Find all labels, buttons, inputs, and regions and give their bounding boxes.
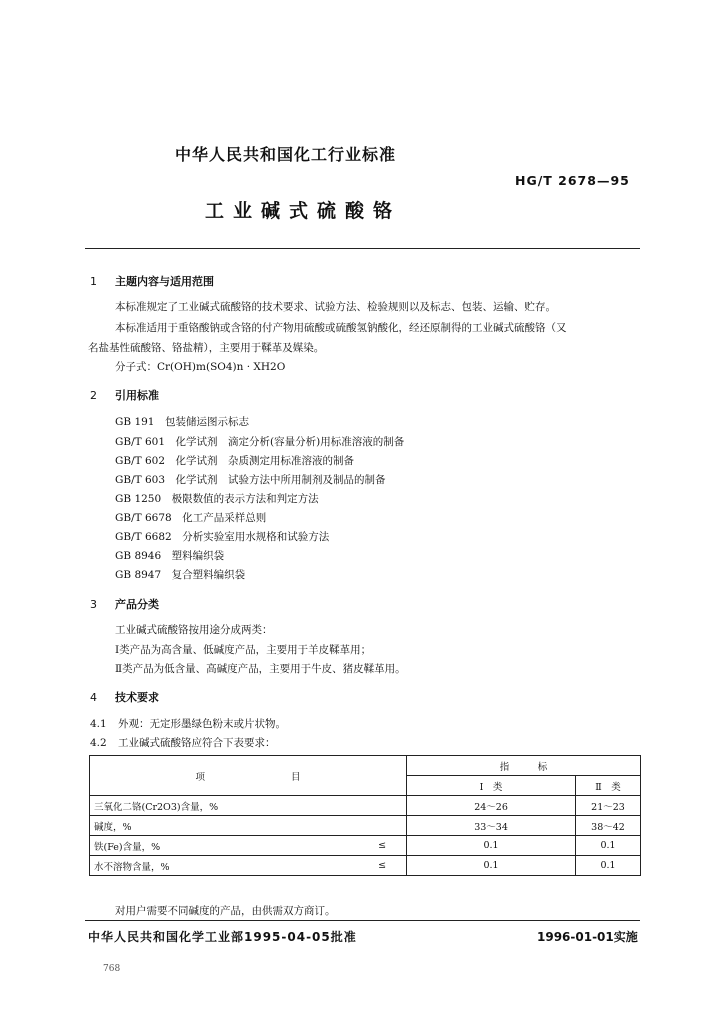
approval-line: 中华人民共和国化学工业部1995-04-05批准	[88, 930, 357, 944]
section-3-number: 3	[90, 598, 97, 611]
row-class-2-value: 21～23	[576, 796, 641, 816]
section-1-heading	[90, 273, 214, 289]
row-item: 水不溶物含量，%	[90, 856, 359, 876]
table-row	[90, 796, 641, 816]
row-item: 碱度，%	[90, 816, 359, 836]
clause-4-1-number: 4.1	[90, 718, 107, 730]
table-row	[90, 816, 641, 836]
clause-4-1	[90, 716, 286, 731]
row-class-1-value: 0.1	[407, 836, 576, 856]
section-1-title: 主题内容与适用范围	[115, 275, 214, 288]
row-class-1-value: 0.1	[407, 856, 576, 876]
section-4-heading	[90, 689, 159, 705]
section-1-paragraph-1: 本标准规定了工业碱式硫酸铬的技术要求、试验方法、检验规则以及标志、包装、运输、贮存。	[115, 301, 556, 313]
section-4-number: 4	[90, 691, 97, 704]
row-class-1-value: 33～34	[407, 816, 576, 836]
clause-4-2-text: 工业碱式硫酸铬应符合下表要求：	[118, 737, 276, 749]
section-3-heading	[90, 596, 159, 612]
section-3-paragraph-1: 工业碱式硫酸铬按用途分成两类：	[115, 624, 273, 636]
row-class-2-value: 38～42	[576, 816, 641, 836]
section-2-heading	[90, 387, 159, 403]
row-condition	[358, 816, 407, 836]
reference-item: GB 8946 塑料编织袋	[115, 550, 225, 562]
clause-4-2	[90, 735, 276, 750]
section-1-paragraph-2b: 名盐基性硫酸铬、铬盐精），主要用于鞣革及媒染。	[88, 342, 325, 354]
class-2-header: Ⅱ 类	[576, 776, 641, 796]
section-3-title: 产品分类	[115, 598, 159, 611]
bottom-rule	[85, 920, 640, 921]
item-header-a: 项	[195, 771, 205, 783]
document-title: 工业碱式硫酸铬	[205, 200, 402, 222]
section-3-paragraph-2: Ⅰ类产品为高含量、低碱度产品，主要用于羊皮鞣革用；	[115, 644, 372, 656]
reference-item: GB 191 包装储运图示标志	[115, 416, 249, 428]
molecular-formula: 分子式：Cr(OH)m(SO4)n · XH2O	[115, 361, 286, 373]
reference-item: GB/T 601 化学试剂 滴定分析(容量分析)用标准溶液的制备	[115, 436, 405, 448]
clause-4-1-text: 外观：无定形墨绿色粉末或片状物。	[118, 718, 286, 730]
reference-item: GB 1250 极限数值的表示方法和判定方法	[115, 493, 319, 505]
index-header: 指 标	[407, 756, 641, 776]
reference-item: GB/T 602 化学试剂 杂质测定用标准溶液的制备	[115, 455, 355, 467]
reference-item: GB/T 6682 分析实验室用水规格和试验方法	[115, 531, 330, 543]
table-row	[90, 856, 641, 876]
row-item: 三氧化二铬(Cr2O3)含量，%	[90, 796, 359, 816]
top-rule	[85, 248, 640, 249]
standard-code: HG/T 2678—95	[515, 173, 630, 188]
section-4-title: 技术要求	[115, 691, 159, 704]
row-class-1-value: 24～26	[407, 796, 576, 816]
clause-4-2-number: 4.2	[90, 737, 107, 749]
row-item: 铁(Fe)含量，%	[90, 836, 359, 856]
row-condition: ≤	[358, 856, 407, 876]
implementation-date: 1996-01-01实施	[537, 930, 638, 944]
section-3-paragraph-3: Ⅱ类产品为低含量、高碱度产品，主要用于牛皮、猪皮鞣革用。	[115, 663, 406, 675]
reference-item: GB/T 6678 化工产品采样总则	[115, 512, 267, 524]
row-class-2-value: 0.1	[576, 856, 641, 876]
section-2-number: 2	[90, 389, 97, 402]
reference-item: GB 8947 复合塑料编织袋	[115, 569, 246, 581]
section-1-number: 1	[90, 275, 97, 288]
reference-item: GB/T 603 化学试剂 试验方法中所用制剂及制品的制备	[115, 474, 386, 486]
table-note: 对用户需要不同碱度的产品，由供需双方商订。	[115, 905, 336, 917]
org-title: 中华人民共和国化工行业标准	[175, 145, 397, 164]
section-2-title: 引用标准	[115, 389, 159, 402]
item-header-b: 目	[291, 771, 301, 783]
class-1-header: Ⅰ 类	[407, 776, 576, 796]
specification-table	[89, 755, 641, 876]
page-number: 768	[103, 964, 121, 974]
item-header	[90, 756, 407, 796]
row-condition: ≤	[358, 836, 407, 856]
table-row	[90, 836, 641, 856]
row-condition	[358, 796, 407, 816]
section-1-paragraph-2a: 本标准适用于重铬酸钠或含铬的付产物用硫酸或硫酸氢钠酸化，经还原制得的工业碱式硫酸铬（又	[115, 322, 567, 334]
row-class-2-value: 0.1	[576, 836, 641, 856]
